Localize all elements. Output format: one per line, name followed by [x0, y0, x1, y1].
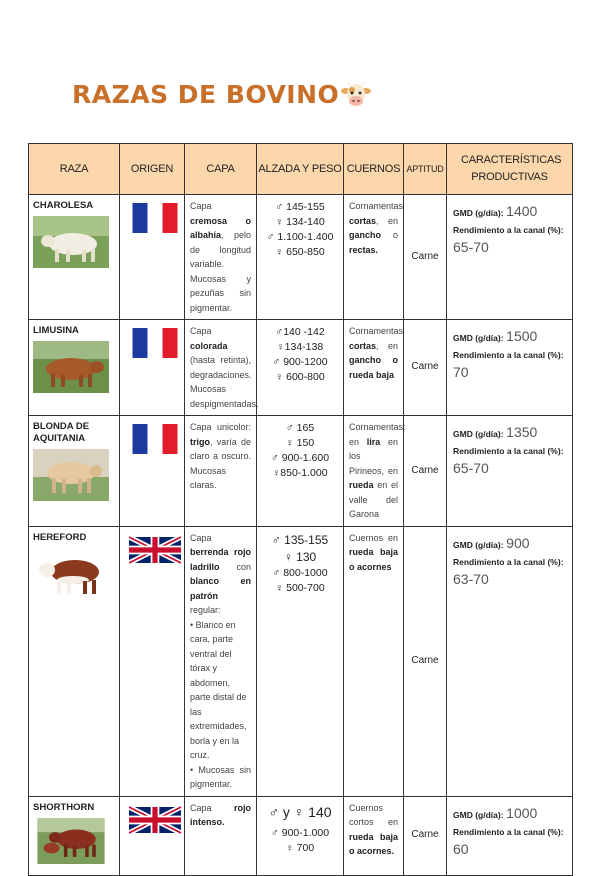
origin-cell	[120, 796, 185, 875]
header-aptitud: APTITUD	[404, 144, 447, 195]
header-cuernos: CUERNOS	[344, 144, 404, 195]
table-header-row	[29, 144, 573, 195]
coat-cell: Capa colorada (hasta retinta), degradaciones. Mucosas despigmentadas.	[185, 320, 257, 416]
table-row	[29, 526, 573, 796]
breed-name: CHAROLESA	[33, 200, 94, 211]
aptitude-cell: Carne	[404, 320, 447, 416]
productive-cell: GMD (g/día): 900 Rendimiento a la canal (%): 63-70	[447, 526, 573, 796]
height-weight-cell: ♂ 165 ♀ 150 ♂ 900-1.600 ♀850-1.000	[257, 416, 344, 527]
origin-cell	[120, 416, 185, 527]
france-flag-icon	[129, 203, 181, 233]
page-title	[72, 80, 371, 109]
aptitude-cell: Carne	[404, 526, 447, 796]
breed-name: SHORTHORN	[33, 801, 95, 813]
height-weight-cell: ♂140 -142 ♀134-138 ♂ 900-1200 ♀ 600-800	[257, 320, 344, 416]
header-origen: ORIGEN	[120, 144, 185, 195]
origin-cell	[120, 320, 185, 416]
breed-name: HEREFORD	[33, 531, 87, 543]
height-weight-cell: ♂ y ♀ 140 ♂ 900-1.000 ♀ 700	[257, 796, 344, 875]
france-flag-icon	[129, 328, 181, 358]
hereford-cow-photo	[33, 548, 109, 600]
uk-flag-icon	[129, 805, 181, 835]
blonde-aquitaine-cow-photo	[33, 449, 109, 501]
breed-name: LIMUSINA	[33, 325, 79, 336]
aptitude-cell: Carne	[404, 796, 447, 875]
coat-cell: Capa berrenda rojo ladrillo con blanco en patrón regular: • Blanco en cara, parte ventral del tórax y abdomen, parte distal de las extremidades, borla y en la cruz. • Mucosas sin pigmentar.	[185, 526, 257, 796]
height-weight-cell: ♂ 145-155 ♀ 134-140 ♂ 1.100-1.400 ♀ 650-850	[257, 195, 344, 320]
cow-face-icon	[341, 82, 371, 108]
breed-cell	[29, 526, 120, 796]
header-capa: CAPA	[185, 144, 257, 195]
height-weight-cell: ♂ 135-155 ♀ 130 ♂ 800-1000 ♀ 500-700	[257, 526, 344, 796]
breed-cell	[29, 195, 120, 320]
table-row	[29, 416, 573, 527]
shorthorn-cow-photo	[33, 818, 109, 864]
coat-cell: Capa cremosa o albahía, pelo de longitud variable. Mucosas y pezuñas sin pigmentar.	[185, 195, 257, 320]
horns-cell: Cuernos en rueda baja o acornes	[344, 526, 404, 796]
france-flag-icon	[129, 424, 181, 454]
header-alzada: ALZADA Y PESO	[257, 144, 344, 195]
breed-cell	[29, 796, 120, 875]
page-title-text: RAZAS DE BOVINO	[72, 80, 340, 109]
table-row	[29, 320, 573, 416]
aptitude-cell: Carne	[404, 416, 447, 527]
header-caracteristicas: CARACTERÍSTICAS PRODUCTIVAS	[447, 144, 573, 195]
horns-cell: Cornamentas: en lira en los Pirineos, en rueda en el valle del Garona	[344, 416, 404, 527]
horns-cell: Cornamentas cortas, en gancho o rectas.	[344, 195, 404, 320]
origin-cell	[120, 526, 185, 796]
productive-cell: GMD (g/día): 1350 Rendimiento a la canal (%): 65-70	[447, 416, 573, 527]
charolais-cow-photo	[33, 216, 109, 268]
productive-cell: GMD (g/día): 1500 Rendimiento a la canal (%): 70	[447, 320, 573, 416]
breeds-table	[28, 143, 573, 876]
header-raza: RAZA	[29, 144, 120, 195]
breed-cell	[29, 416, 120, 527]
table-row	[29, 796, 573, 875]
coat-cell: Capa rojo intenso.	[185, 796, 257, 875]
table-row	[29, 195, 573, 320]
origin-cell	[120, 195, 185, 320]
productive-cell: GMD (g/día): 1400 Rendimiento a la canal (%): 65-70	[447, 195, 573, 320]
coat-cell: Capa unicolor: trigo, varía de claro a oscuro. Mucosas claras.	[185, 416, 257, 527]
productive-cell: GMD (g/día): 1000 Rendimiento a la canal (%): 60	[447, 796, 573, 875]
breed-name: BLONDA DE AQUITANIA	[33, 421, 90, 444]
aptitude-cell: Carne	[404, 195, 447, 320]
breed-cell	[29, 320, 120, 416]
uk-flag-icon	[129, 535, 181, 565]
horns-cell: Cornamentas cortas, en gancho o rueda baja	[344, 320, 404, 416]
horns-cell: Cuernos cortos en rueda baja o acornes.	[344, 796, 404, 875]
limousin-cow-photo	[33, 341, 109, 393]
